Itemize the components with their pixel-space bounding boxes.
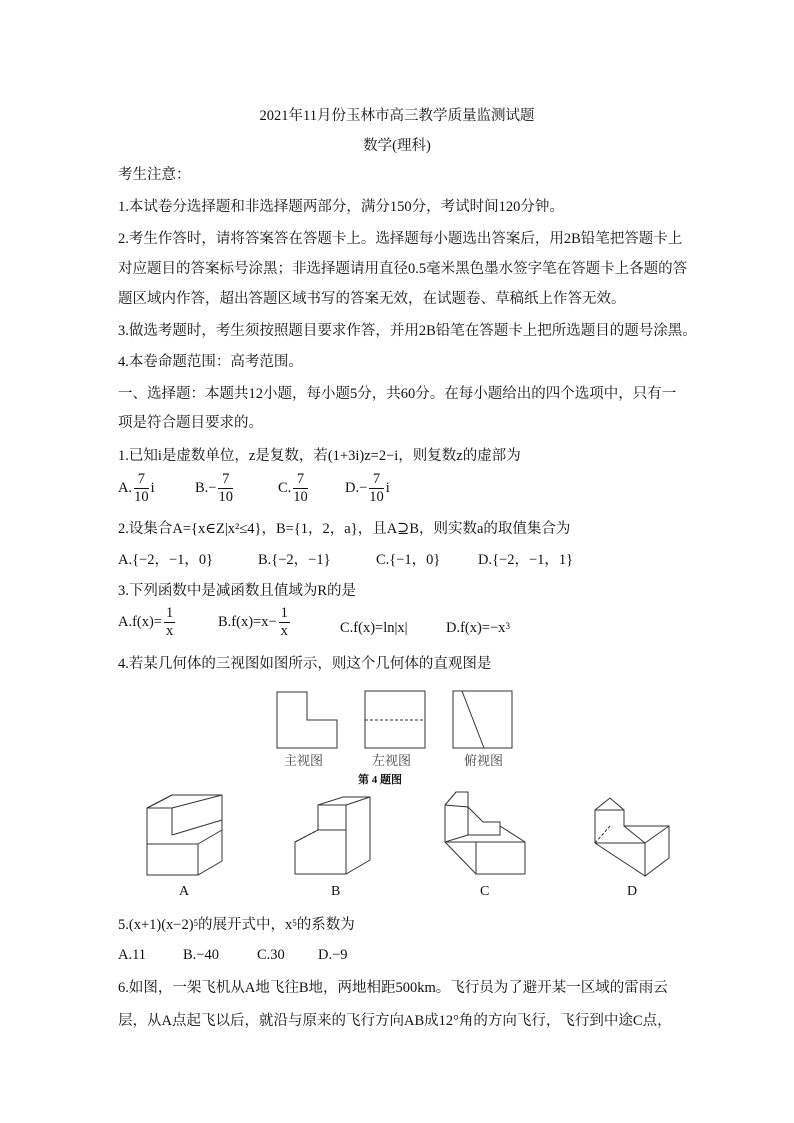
notice-heading: 考生注意：: [118, 167, 191, 183]
question-2-option-c: C.{−1，0}: [376, 552, 441, 568]
solid-choice-c-label: C: [480, 884, 490, 899]
question-5-option-a: A.11: [118, 947, 147, 963]
question-6-stem-cont: 层，从A点起飞以后，就沿与原来的飞行方向AB成12°角的方向飞行，飞行到中途C点，: [118, 1013, 672, 1029]
question-3-option-d: $D.f(x)=-x^3$: [446, 620, 510, 636]
question-3-option-b: B.f(x)=x− $\frac{1}{x}$: [218, 605, 288, 639]
notice-item: 1.本试卷分选择题和非选择题两部分，满分150分，考试时间120分钟。: [118, 199, 564, 215]
question-1-option-a: A. $\frac{7}{10}$ i: [118, 471, 155, 505]
question-2-option-a: A.{−2，−1，0}: [118, 552, 214, 568]
question-4-stem: 4.若某几何体的三视图如图所示，则这个几何体的直观图是: [118, 656, 492, 672]
question-1-stem: 1.已知i是虚数单位，z是复数，若(1+3i)z=2−i，则复数z的虚部为: [118, 448, 521, 464]
question-5-option-d: D.−9: [318, 947, 348, 963]
exam-title: 2021年11月份玉林市高三教学质量监测试题: [259, 108, 535, 124]
question-1-option-d: D.− $\frac{7}{10}$ i: [345, 471, 390, 505]
question-6-stem: 6.如图，一架飞机从A地飞往B地，两地相距500km。飞行员为了避开某一区域的雷雨云: [118, 980, 668, 996]
question-5-option-b: B.−40: [183, 947, 219, 963]
question-1-option-c: C. $\frac{7}{10}$: [278, 471, 308, 505]
figure-caption: 第 4 题图: [358, 774, 402, 786]
notice-item: 对应题目的答案标号涂黑；非选择题请用直径0.5毫米黑色墨水签字笔在答题卡上各题的答: [118, 261, 688, 277]
notice-item: 4.本卷命题范围：高考范围。: [118, 354, 303, 370]
solid-choice-c-drawing: [445, 792, 525, 874]
question-2-option-b: B.{−2，−1}: [258, 552, 331, 568]
solid-choice-a-label: A: [179, 884, 190, 899]
solid-choice-b-drawing: [295, 797, 370, 874]
solid-choice-d-label: D: [627, 884, 638, 899]
solid-choice-d-drawing: [595, 798, 669, 876]
exam-subtitle: 数学(理科): [363, 138, 431, 154]
solid-choice-a-drawing: [147, 795, 222, 875]
front-view-label: 主视图: [284, 753, 324, 768]
notice-item: 题区域内作答，超出答题区域书写的答案无效，在试题卷、草稿纸上作答无效。: [118, 291, 626, 307]
section-heading-cont: 项是符合题目要求的。: [118, 415, 263, 431]
question-3-option-c: C.f(x)=ln|x|: [340, 620, 408, 636]
question-5-stem: $5.(x+1)(x-2)^5$的展开式中，$x^5$的系数为: [118, 917, 355, 933]
question-3-option-a: A.f(x)= $\frac{1}{x}$: [118, 605, 174, 639]
question-3-stem: 3.下列函数中是减函数且值域为R的是: [118, 583, 357, 599]
question-2-stem: 2.设集合A={x∈Z|x²≤4}，B={1，2，a}，且A⊇B，则实数a的取值集合为: [118, 521, 571, 537]
section-heading: 一、选择题：本题共12小题，每小题5分，共60分。在每小题给出的四个选项中，只有一: [118, 386, 677, 402]
solid-choice-b-label: B: [331, 884, 341, 899]
notice-item: 3.做选考题时，考生须按照题目要求作答，并用2B铅笔在答题卡上把所选题目的题号涂黑。: [118, 323, 697, 339]
question-1-option-b: B.− $\frac{7}{10}$: [195, 471, 233, 505]
question-5-option-c: C.30: [257, 947, 285, 963]
side-view-label: 左视图: [372, 753, 412, 768]
question-2-option-d: D.{−2，−1，1}: [478, 552, 574, 568]
notice-item: 2.考生作答时，请将答案答在答题卡上。选择题每小题选出答案后，用2B铅笔把答题卡上: [118, 231, 683, 247]
top-view-label: 俯视图: [464, 753, 504, 768]
